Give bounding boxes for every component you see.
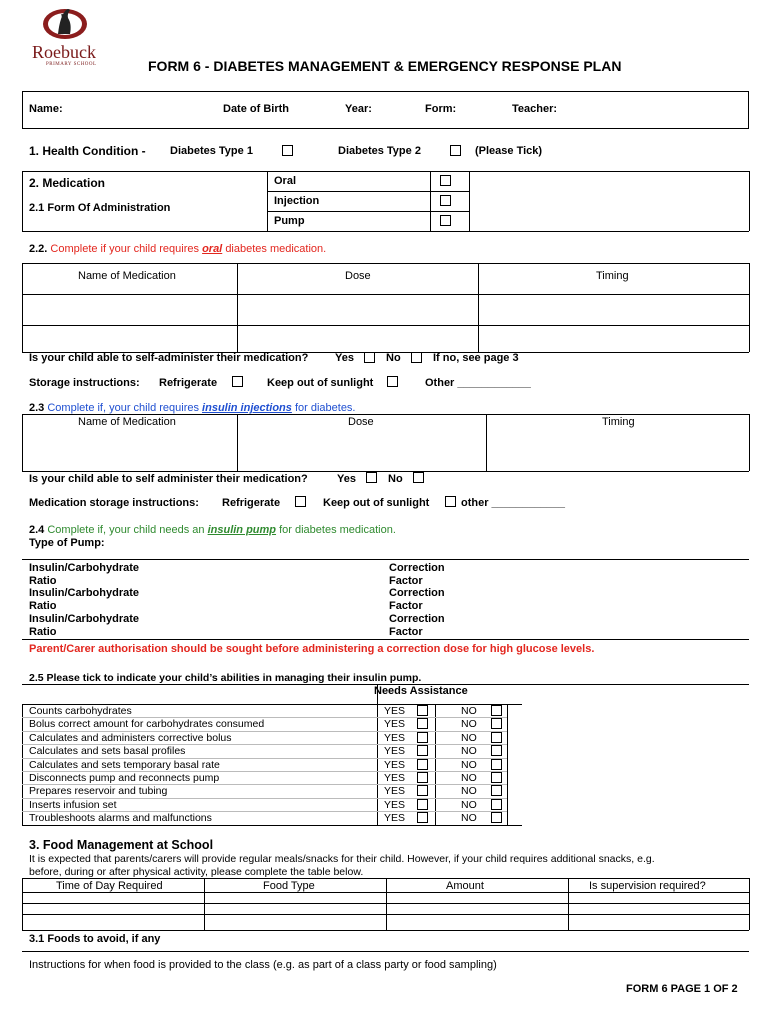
- food-heading: 3. Food Management at School: [29, 838, 214, 852]
- injection-yes-label: Yes: [337, 473, 356, 485]
- ability-yes-checkbox[interactable]: [417, 759, 428, 770]
- pump-correction-1: Correction Factor: [389, 562, 445, 587]
- ability-no-label: NO: [461, 798, 477, 811]
- injection-fridge-checkbox[interactable]: [295, 496, 306, 507]
- dob-label: Date of Birth: [223, 103, 289, 115]
- oral-option-label: Oral: [274, 175, 297, 187]
- ability-no-label: NO: [461, 812, 477, 825]
- correction-warning: Parent/Carer authorisation should be sought before administering a correction dose for high glucose levels.: [29, 643, 595, 655]
- ability-no-checkbox[interactable]: [491, 718, 502, 729]
- ability-label: Prepares reservoir and tubing: [29, 785, 168, 798]
- injection-sun-label: Keep out of sunlight: [323, 497, 430, 509]
- oral-section-heading: 2.2. Complete if your child requires oral diabetes medication.: [29, 243, 327, 255]
- ability-yes-label: YES: [384, 798, 406, 811]
- ability-no-checkbox[interactable]: [491, 745, 502, 756]
- injection-option-label: Injection: [274, 195, 320, 207]
- oral-ifno-label: If no, see page 3: [433, 352, 519, 364]
- injection-yes-checkbox[interactable]: [366, 472, 377, 483]
- ability-yes-label: YES: [384, 758, 406, 771]
- oral-self-admin-question: Is your child able to self-administer their medication?: [29, 352, 309, 364]
- ability-yes-checkbox[interactable]: [417, 745, 428, 756]
- ability-label: Troubleshoots alarms and malfunctions: [29, 812, 212, 825]
- food-instructions-label: Instructions for when food is provided to the class (e.g. as part of a class party or food sampling): [29, 959, 497, 971]
- food-col-amount: Amount: [446, 880, 484, 892]
- ability-label: Bolus correct amount for carbohydrates consumed: [29, 718, 265, 731]
- pump-ratio-1: Insulin/Carbohydrate Ratio: [29, 562, 140, 587]
- injection-storage-label: Medication storage instructions:: [29, 497, 199, 509]
- type1-row: [170, 145, 253, 157]
- oral-storage-label: Storage instructions:: [29, 377, 140, 389]
- medication-heading: 2. Medication: [29, 176, 106, 190]
- ability-label: Calculates and sets basal profiles: [29, 745, 186, 758]
- ability-yes-label: YES: [384, 731, 406, 744]
- ability-no-label: NO: [461, 731, 477, 744]
- type1-label: Diabetes Type 1: [170, 145, 253, 157]
- logo-subtitle: PRIMARY SCHOOL: [46, 62, 97, 67]
- injection-self-admin-question: Is your child able to self administer their medication?: [29, 473, 308, 485]
- injection-no-label: No: [388, 473, 403, 485]
- ability-yes-checkbox[interactable]: [417, 732, 428, 743]
- type2-label: Diabetes Type 2: [338, 145, 421, 157]
- form-label: Form:: [425, 103, 457, 115]
- ability-no-checkbox[interactable]: [491, 772, 502, 783]
- ability-row: [22, 704, 749, 717]
- ability-no-label: NO: [461, 718, 477, 731]
- injection-col-timing: Timing: [602, 416, 635, 428]
- injection-section-heading: 2.3 Complete if, your child requires insulin injections for diabetes.: [29, 402, 356, 414]
- injection-col-dose: Dose: [348, 416, 374, 428]
- ability-row: [22, 717, 749, 730]
- pump-correction-3: Correction Factor: [389, 613, 445, 638]
- ability-row: [22, 784, 749, 797]
- ability-yes-label: YES: [384, 745, 406, 758]
- oral-yes-checkbox[interactable]: [364, 352, 375, 363]
- form-title: FORM 6 - DIABETES MANAGEMENT & EMERGENCY RESPONSE PLAN: [148, 58, 622, 74]
- oral-sun-label: Keep out of sunlight: [267, 377, 374, 389]
- pump-ratio-2: Insulin/Carbohydrate Ratio: [29, 587, 140, 612]
- teacher-label: Teacher:: [512, 103, 558, 115]
- school-logo: [32, 4, 102, 70]
- ability-label: Calculates and sets temporary basal rate: [29, 758, 220, 771]
- injection-sun-checkbox[interactable]: [445, 496, 456, 507]
- ability-row: [22, 798, 749, 811]
- details-box: [22, 91, 749, 129]
- type2-checkbox[interactable]: [450, 145, 461, 156]
- ability-yes-checkbox[interactable]: [417, 812, 428, 823]
- ability-no-label: NO: [461, 705, 477, 717]
- foods-to-avoid-label: 3.1 Foods to avoid, if any: [29, 933, 161, 945]
- year-label: Year:: [345, 103, 372, 115]
- ability-yes-checkbox[interactable]: [417, 785, 428, 796]
- ability-yes-checkbox[interactable]: [417, 718, 428, 729]
- ability-row: [22, 731, 749, 744]
- ability-yes-label: YES: [384, 812, 406, 825]
- ability-row: [22, 771, 749, 784]
- oral-checkbox[interactable]: [440, 175, 451, 186]
- name-label: Name:: [29, 103, 63, 115]
- health-condition-row: [29, 144, 146, 158]
- ability-yes-label: YES: [384, 705, 406, 717]
- food-para-1: It is expected that parents/carers will provide regular meals/snacks for their child. However, if your child requires additional snacks, e.g.: [29, 853, 655, 865]
- ability-label: Counts carbohydrates: [29, 705, 132, 717]
- oral-no-label: No: [386, 352, 401, 364]
- food-col-type: Food Type: [263, 880, 315, 892]
- oral-fridge-label: Refrigerate: [159, 377, 218, 389]
- ability-yes-checkbox[interactable]: [417, 799, 428, 810]
- ability-label: Calculates and administers corrective bolus: [29, 731, 232, 744]
- oral-fridge-checkbox[interactable]: [232, 376, 243, 387]
- pump-checkbox[interactable]: [440, 215, 451, 226]
- logo-name: Roebuck: [32, 42, 96, 62]
- health-condition-label: 1. Health Condition -: [29, 144, 146, 158]
- ability-no-label: NO: [461, 772, 477, 784]
- oral-col-timing: Timing: [596, 270, 629, 282]
- type1-checkbox[interactable]: [282, 145, 293, 156]
- food-col-supervision: Is supervision required?: [589, 880, 706, 892]
- ability-yes-label: YES: [384, 772, 406, 784]
- ability-label: Inserts infusion set: [29, 798, 117, 811]
- injection-other-label: other ____________: [461, 497, 565, 509]
- injection-fridge-label: Refrigerate: [222, 497, 281, 509]
- ability-row: [22, 758, 749, 771]
- oral-yes-label: Yes: [335, 352, 354, 364]
- type-of-pump-label: Type of Pump:: [29, 537, 105, 549]
- ability-no-label: NO: [461, 745, 477, 758]
- pump-correction-2: Correction Factor: [389, 587, 445, 612]
- ability-no-label: NO: [461, 758, 477, 771]
- pump-option-label: Pump: [274, 215, 305, 227]
- ability-no-checkbox[interactable]: [491, 799, 502, 810]
- ability-no-checkbox[interactable]: [491, 812, 502, 823]
- page-footer: FORM 6 PAGE 1 OF 2: [626, 983, 738, 995]
- ability-yes-checkbox[interactable]: [417, 772, 428, 783]
- ability-no-label: NO: [461, 785, 477, 798]
- ability-no-checkbox[interactable]: [491, 705, 502, 716]
- oral-col-name: Name of Medication: [78, 270, 176, 282]
- ability-no-checkbox[interactable]: [491, 759, 502, 770]
- food-para-2: before, during or after physical activity, please complete the table below.: [29, 866, 364, 878]
- ability-row: [22, 811, 749, 824]
- ability-label: Disconnects pump and reconnects pump: [29, 772, 220, 784]
- ability-no-checkbox[interactable]: [491, 732, 502, 743]
- logo-emblem-icon: [40, 4, 90, 40]
- pump-section-heading: 2.4 Complete if, your child needs an insulin pump for diabetes medication.: [29, 524, 396, 536]
- please-tick-label: (Please Tick): [475, 145, 543, 157]
- needs-assistance-label: Needs Assistance: [374, 685, 468, 697]
- oral-no-checkbox[interactable]: [411, 352, 422, 363]
- ability-yes-label: YES: [384, 718, 406, 731]
- ability-row: [22, 744, 749, 757]
- abilities-heading: 2.5 Please tick to indicate your child’s abilities in managing their insulin pump.: [29, 672, 422, 684]
- ability-yes-label: YES: [384, 785, 406, 798]
- oral-other-label: Other ____________: [425, 377, 531, 389]
- ability-no-checkbox[interactable]: [491, 785, 502, 796]
- form-of-admin-label: 2.1 Form Of Administration: [29, 202, 171, 214]
- oral-col-dose: Dose: [345, 270, 371, 282]
- injection-checkbox[interactable]: [440, 195, 451, 206]
- food-col-time: Time of Day Required: [56, 880, 163, 892]
- oral-sun-checkbox[interactable]: [387, 376, 398, 387]
- injection-no-checkbox[interactable]: [413, 472, 424, 483]
- injection-col-name: Name of Medication: [78, 416, 176, 428]
- pump-ratio-3: Insulin/Carbohydrate Ratio: [29, 613, 140, 638]
- ability-yes-checkbox[interactable]: [417, 705, 428, 716]
